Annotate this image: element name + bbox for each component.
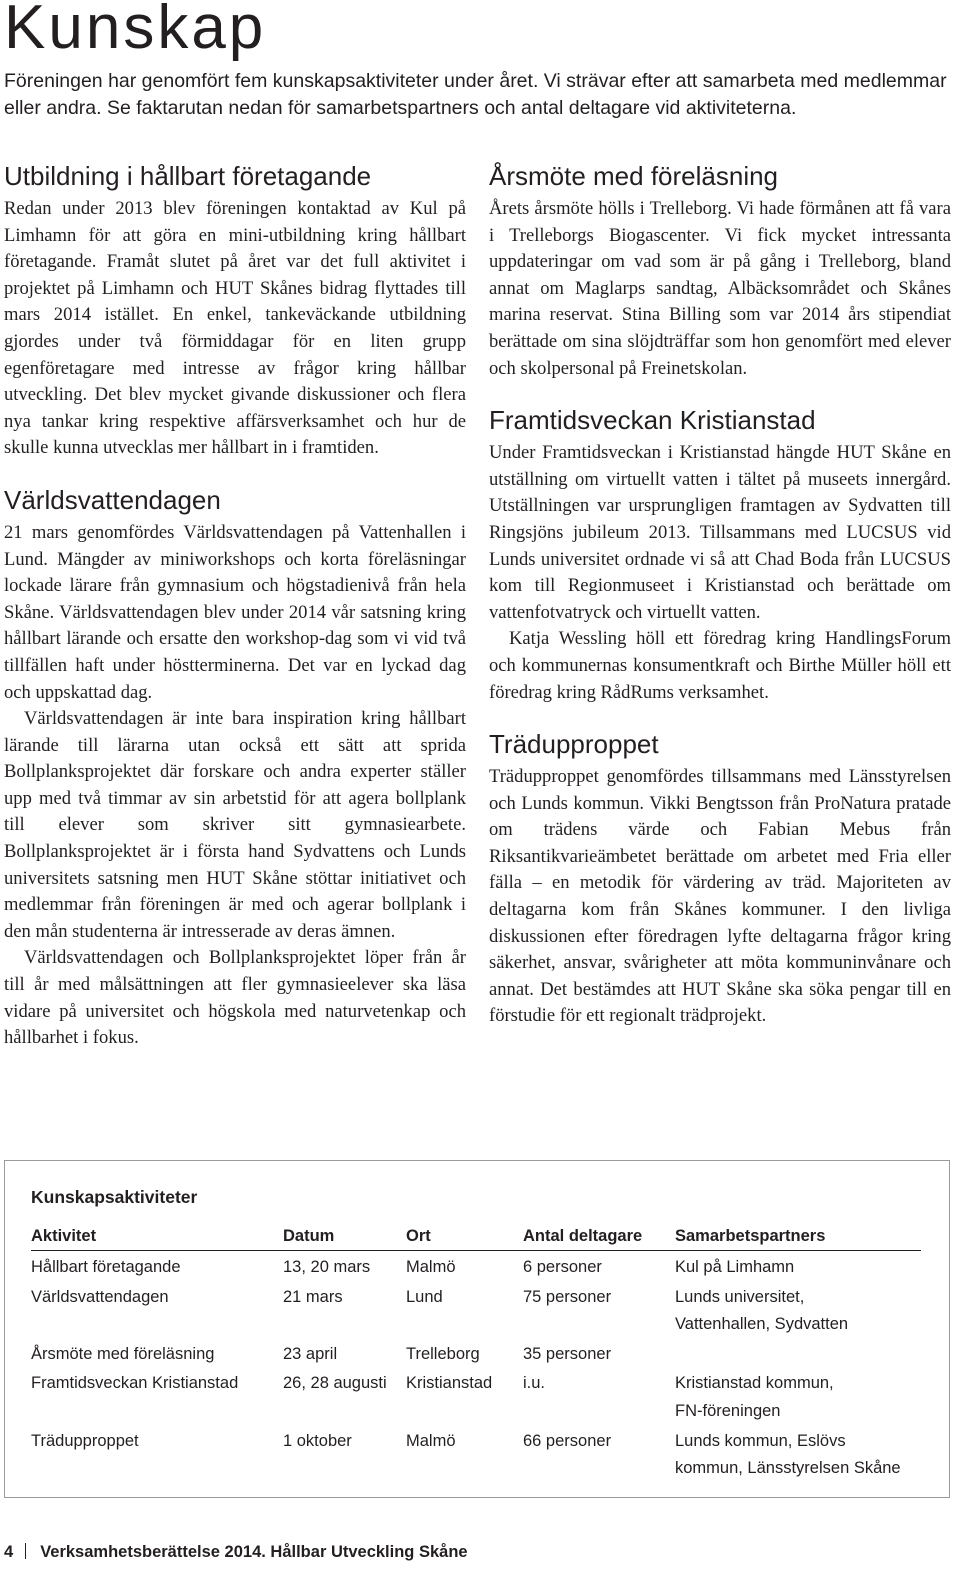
cell-antal: 35 personer	[523, 1344, 612, 1363]
page-number: 4	[4, 1543, 14, 1561]
partners-line: kommun, Länsstyrelsen Skåne	[675, 1459, 901, 1478]
page-title: Kunskap	[4, 0, 267, 62]
section-paragraph: Under Framtidsveckan i Kristianstad hängde HUT Skåne en utställning om virtuellt vatten i tältet på museets innergård. Utställningen var ursprungligen framtagen av Sydvatten till Ringsjöns jubileum 2013. Tillsammans med LUCSUS vid Lunds universitet ordnade vi så att Chad Boda från LUCSUS kom till Regionmuseet i Kristianstad och berättade om vattenfotvatryck och virtuellt vatten.	[489, 442, 951, 623]
partners-line: Lunds kommun, Eslövs	[675, 1431, 846, 1450]
cell-antal: 6 personer	[523, 1258, 602, 1276]
section-paragraph: 21 mars genomfördes Världsvattendagen på Vattenhallen i Lund. Mängder av miniworkshops och korta föreläsningar lockade lärare från gymnasium och högstadienivå från hela Skåne. Världsvattendagen blev under 2014 vår satsning kring hållbart lärande och ersatte den workshop-dag som vi vid två tillfällen haft under höstterminerna. Det var en lyckad dag och uppskattad dag.	[4, 521, 466, 703]
section-tradupproppet	[489, 728, 951, 1030]
cell-datum: 21 mars	[283, 1287, 343, 1306]
section-heading: Framtidsveckan Kristianstad	[489, 405, 816, 436]
section-paragraph: Världsvattendagen och Bollplanksprojektet löper från år till år med målsättningen att fler gymnasieelever ska läsa vidare på universitet och högskola med naturvetenkap och hållbarhet i fokus.	[4, 947, 466, 1049]
cell-partners	[675, 1368, 921, 1425]
section-paragraph: Årets årsmöte hölls i Trelleborg. Vi hade förmånen att få vara i Trelleborgs Biogascenter. Vi fick mycket intressanta uppdateringar om vad som är på gång i Trelleborg, bland annat om Maglarps sandtag, Albäcksområdet och Skånes marina reservat. Stina Billing som var 2014 års stipendiat berättade om sina slöjdträffar som hon genomfört med elever och skolpersonal på Freinetskolan.	[489, 198, 951, 379]
cell-datum: 23 april	[283, 1344, 338, 1363]
column-header-partners: Samarbetspartners	[675, 1225, 921, 1251]
section-paragraph: Redan under 2013 blev föreningen kontaktad av Kul på Limhamn för att göra en mini-utbildning kring hållbart företagande. Framåt slutet på året var det full aktivitet i projektet på Limhamn och HUT Skånes bidrag flyttades till mars 2014 istället. En enkel, tankeväckande utbildning gjordes under två förmiddagar för en liten grupp egenföretagare med intresse av frågor kring hållbar utveckling. Det blev mycket givande diskussioner och flera nya tankar kring respektive affärsverksamhet och hur de skulle kunna utvecklas mer hållbart in i framtiden.	[4, 198, 466, 459]
cell-ort: Kristianstad	[406, 1374, 493, 1393]
section-heading: Utbildning i hållbart företagande	[4, 161, 372, 191]
section-framtidsveckan	[489, 404, 951, 706]
cell-aktivitet: Framtidsveckan Kristianstad	[31, 1374, 239, 1393]
cell-aktivitet: Världsvattendagen	[31, 1287, 169, 1306]
partners-line: Lunds universitet,	[675, 1287, 805, 1306]
cell-antal: 66 personer	[523, 1431, 612, 1450]
table-row	[31, 1368, 921, 1425]
table-row	[31, 1426, 921, 1483]
section-utbildning	[4, 160, 466, 462]
cell-datum: 26, 28 augusti	[283, 1374, 387, 1393]
column-header-ort: Ort	[406, 1225, 523, 1251]
cell-ort: Lund	[406, 1287, 443, 1306]
cell-partners	[675, 1251, 921, 1282]
cell-aktivitet: Trädupproppet	[31, 1431, 139, 1450]
table-row	[31, 1339, 921, 1369]
column-header-antal: Antal deltagare	[523, 1225, 675, 1251]
publication-title: Verksamhetsberättelse 2014. Hållbar Utveckling Skåne	[40, 1543, 468, 1561]
intro-text: Föreningen har genomfört fem kunskapsaktiviteter under året. Vi strävar efter att samarbeta med medlemmar eller andra. Se faktarutan nedan för samarbetspartners och antal deltagare vid aktiviteterna.	[4, 70, 947, 119]
cell-antal: 75 personer	[523, 1287, 612, 1306]
facts-box-title: Kunskapsaktiviteter	[31, 1187, 198, 1207]
section-arsmote	[489, 160, 951, 382]
section-heading: Världsvattendagen	[4, 484, 221, 515]
section-varldsvattendagen	[4, 484, 466, 1052]
cell-ort: Malmö	[406, 1258, 456, 1276]
cell-partners	[675, 1282, 921, 1339]
cell-partners	[675, 1339, 921, 1369]
cell-aktivitet: Hållbart företagande	[31, 1258, 181, 1276]
table-row	[31, 1282, 921, 1339]
partners-line: Kristianstad kommun,	[675, 1374, 834, 1393]
facts-table	[31, 1225, 921, 1483]
section-heading: Trädupproppet	[489, 729, 659, 760]
partners-line: Kul på Limhamn	[675, 1258, 795, 1276]
section-paragraph: Katja Wessling höll ett föredrag kring HandlingsForum och kommunernas konsumentkraft och Birthe Müller höll ett föredrag kring RådRums verksamhet.	[489, 628, 951, 703]
page-footer	[4, 1543, 468, 1562]
partners-line: FN-föreningen	[675, 1401, 781, 1420]
cell-ort: Malmö	[406, 1431, 456, 1450]
section-heading: Årsmöte med föreläsning	[489, 161, 779, 191]
cell-antal: i.u.	[523, 1374, 546, 1393]
table-row	[31, 1251, 921, 1282]
section-paragraph: Trädupproppet genomfördes tillsammans med Länsstyrelsen och Lunds kommun. Vikki Bengtsson från ProNatura pratade om trädens värde och Fabian Mebus från Riksantikvarieämbetet berättade om arbetet med Fria eller fälla – en metodik för värdering av träd. Majoriteten av deltagarna kom från Skånes kommuner. I den livliga diskussionen efter föredragen lyfte deltagarna frågor kring säkerhet, ansvar, svårigheter att möta kommuninvånare och annat. Det bestämdes att HUT Skåne ska söka pengar till en förstudie för ett regionalt trädprojekt.	[489, 766, 951, 1027]
facts-box	[4, 1160, 950, 1498]
cell-datum: 1 oktober	[283, 1431, 352, 1450]
cell-ort: Trelleborg	[406, 1344, 480, 1363]
footer-divider	[25, 1543, 26, 1559]
column-header-datum: Datum	[283, 1225, 406, 1251]
cell-partners	[675, 1426, 921, 1483]
column-header-aktivitet: Aktivitet	[31, 1225, 283, 1251]
cell-aktivitet: Årsmöte med föreläsning	[31, 1344, 215, 1363]
partners-line: Vattenhallen, Sydvatten	[675, 1315, 849, 1334]
section-paragraph: Världsvattendagen är inte bara inspiration kring hållbart lärande till lärarna utan också ett sätt att sprida Bollplanksprojektet där forskare och andra experter ställer upp med två timmar av sin arbetstid för att agera bollplank till elever som skriver sitt gymnasiearbete. Bollplanksprojektet är i första hand Sydvattens och Lunds universitets satsning men HUT Skåne stöttar initiativet och medlemmar från föreningen är med och agerar bollplank i den mån studenterna är intresserade av deras ämnen.	[4, 708, 466, 942]
right-column	[489, 160, 951, 1052]
cell-datum: 13, 20 mars	[283, 1258, 371, 1276]
left-column	[4, 160, 466, 1074]
table-header-row	[31, 1225, 921, 1251]
